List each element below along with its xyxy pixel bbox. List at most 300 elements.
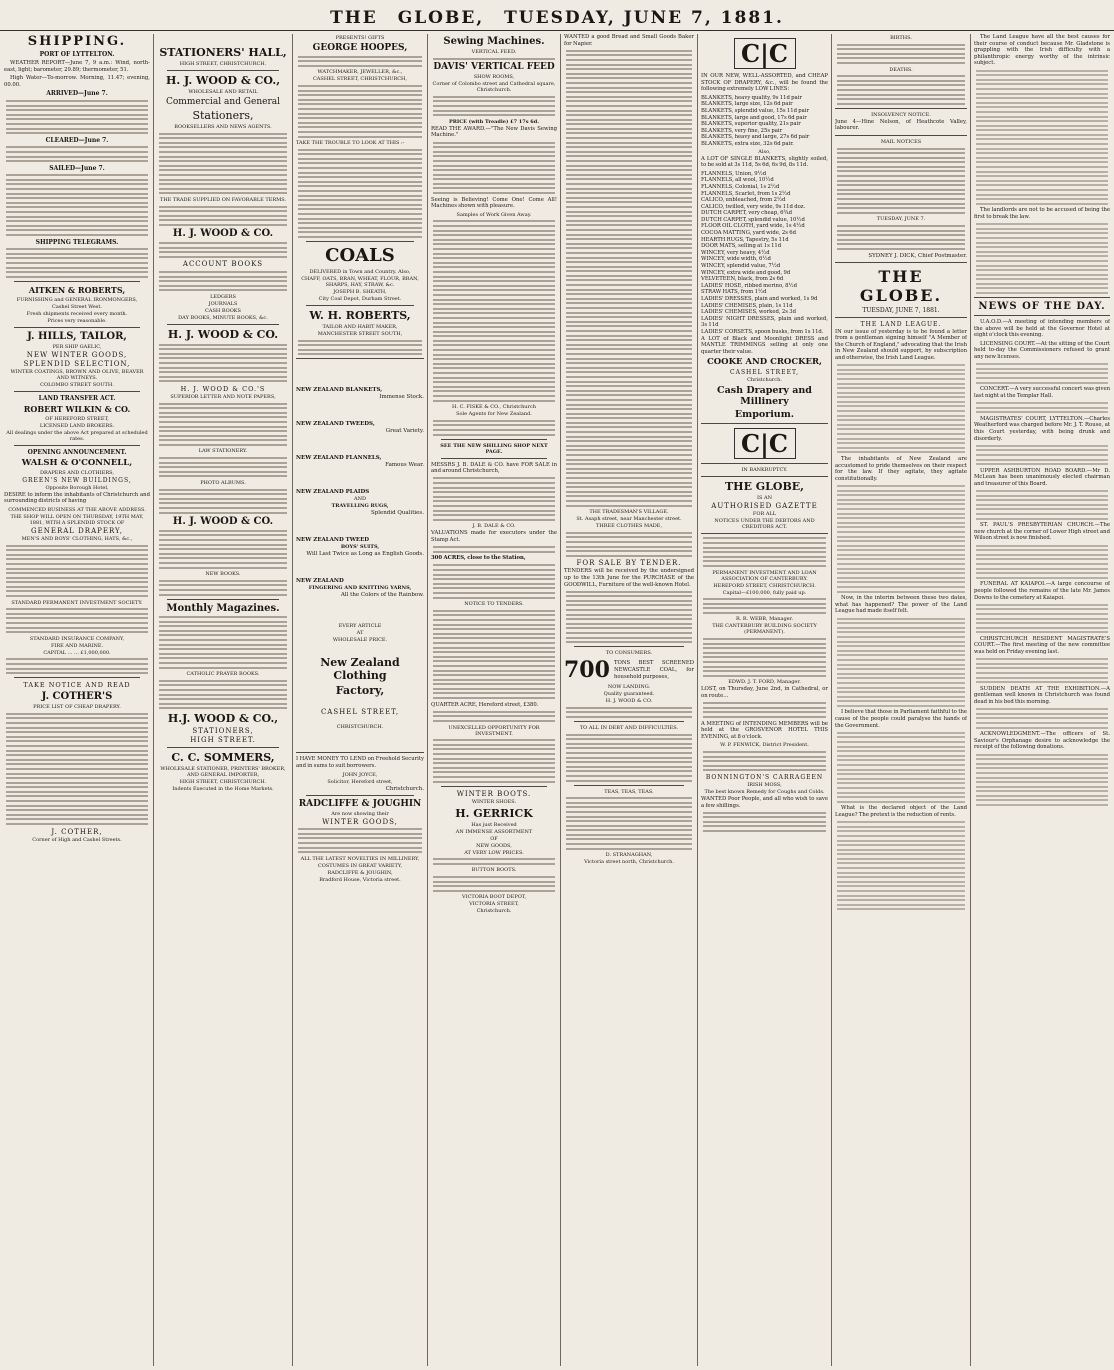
walsh-buildings: GREEN'S NEW BUILDINGS, xyxy=(22,476,132,484)
nz-yarns-sub: All the Colors of the Rainbow. xyxy=(340,592,424,599)
account-books: ACCOUNT BOOKS xyxy=(182,260,264,269)
news-text-9 xyxy=(974,754,1110,807)
sommers-heading: C. C. SOMMERS, xyxy=(171,750,275,764)
masthead-the: THE xyxy=(330,8,378,28)
hjwood-booksellers: BOOKSELLERS AND NEWS AGENTS. xyxy=(174,124,272,130)
hoopes-text xyxy=(296,56,424,67)
cooke-city: Christchurch. xyxy=(747,377,782,384)
insurance-capital: CAPITAL ... ... £1,000,000. xyxy=(43,649,111,656)
column-6 xyxy=(701,34,828,1368)
shipping-heading: SHIPPING. xyxy=(27,34,127,49)
hills-selection: SPLENDID SELECTION, xyxy=(23,359,131,368)
news-text xyxy=(974,363,1110,383)
davis-text-2 xyxy=(431,142,557,195)
emporium: Emporium. xyxy=(734,409,795,421)
take-notice: TAKE NOTICE AND READ xyxy=(23,681,131,690)
cooke-street: CASHEL STREET, xyxy=(730,369,799,377)
price-line: LADIES' HOSE, ribbed merino, 8½d xyxy=(701,282,798,289)
walsh-clothing: MEN'S AND BOYS' CLOTHING, HATS, &c., xyxy=(21,535,133,542)
permanent-address: HEREFORD STREET, CHRISTCHURCH. xyxy=(713,582,816,589)
hoopes-heading: GEORGE HOOPES, xyxy=(312,43,408,53)
nz-plaids-and: AND xyxy=(354,496,366,503)
wilkin-heading: ROBERT WILKIN & CO. xyxy=(23,403,131,414)
editorial-paragraph: The inhabitants of New Zealand are accustomed to pride themselves on their respect for the law. If they agitate, they agitate constitutionally. xyxy=(835,456,967,482)
to-let-text xyxy=(701,537,828,567)
hills-address: COLOMBO STREET SOUTH. xyxy=(40,381,114,388)
editorial-text-2 xyxy=(835,485,967,593)
column-rule xyxy=(970,34,971,1366)
price-line: LADIES' CORSETS, spoon busks, from 1s 11d. xyxy=(701,328,824,335)
hjwood-high-street: HIGH STREET. xyxy=(190,735,256,744)
aitken-prices: Prices very reasonable. xyxy=(47,317,107,324)
webb-manager: R. R. WEBB, Manager. xyxy=(735,616,794,623)
news-item: SUDDEN DEATH AT THE EXHIBITION.—A gentleman well known in Christchurch was found dead in his bed this morning. xyxy=(974,685,1110,705)
stock-announcement: IN OUR NEW, WELL-ASSORTED, and CHEAP STOCK OF DRAPERY, &c., will be found the following extremely LOW LINES: xyxy=(701,73,828,93)
price-line: DUTCH CARPET, very cheap, 6¾d xyxy=(701,210,793,217)
papers-text xyxy=(157,403,289,446)
price-line: BLANKETS, very fine, 25s pair xyxy=(701,127,783,134)
debt-text xyxy=(564,734,694,782)
shilling-shop: SEE THE NEW SHILLING SHOP NEXT PAGE. xyxy=(440,442,548,455)
hjwood-wholesale: WHOLESALE AND RETAIL xyxy=(188,89,258,95)
price-line: STRAW HATS, from 1½d xyxy=(701,289,767,296)
news-text-4 xyxy=(974,490,1110,520)
cc-logo: C|C xyxy=(734,38,796,69)
radcliffe-signature: RADCLIFFE & JOUGHIN, xyxy=(327,869,393,876)
editorial-continued: The landlords are not to be accused of being the first to break the law. xyxy=(974,207,1110,220)
friends-text xyxy=(701,751,828,771)
coal-text xyxy=(564,707,694,718)
tenders-text: TENDERS will be received by the undersigned up to the 13th June for the PURCHASE of the GOODWILL, Furniture of the well-known Hotel. xyxy=(564,568,694,588)
building-text xyxy=(701,638,828,677)
roberts-text xyxy=(296,340,424,356)
gerrick-prices: AT VERY LOW PRICES. xyxy=(464,849,524,856)
every-article: EVERY ARTICLE xyxy=(338,623,382,630)
land-league-heading: THE LAND LEAGUE. xyxy=(860,320,942,328)
nz-flannels: NEW ZEALAND FLANNELS, xyxy=(296,455,382,462)
bonnington-remedy: The best known Remedy for Coughs and Colds. xyxy=(704,788,825,795)
price-line: FLOOR OIL CLOTH, yard wide, 1s 4½d xyxy=(701,223,805,230)
price-line: BLANKETS, superior quality, 21s pair xyxy=(701,121,801,128)
news-item: ACKNOWLEDGMENT.—The officers of St. Saviour's Orphanage desire to acknowledge the receipt of the following donations. xyxy=(974,731,1110,751)
high-water: High Water—To-morrow. Morning, 11.47; evening, 00.00. xyxy=(4,75,150,88)
radcliffe-address: Bradford House, Victoria street. xyxy=(319,876,401,883)
roberts-heading: W. H. ROBERTS, xyxy=(309,308,411,322)
victoria-street: VICTORIA STREET, xyxy=(469,901,519,908)
gerrick-of: OF xyxy=(490,835,498,842)
aitken-shipments: Fresh shipments received every month. xyxy=(26,310,128,317)
news-text-7 xyxy=(974,658,1110,683)
radcliffe-showing: Are now showing their xyxy=(331,810,389,817)
meeting-notice: A MEETING of INTENDING MEMBERS will be held at the GROSVENOR HOTEL THIS EVENING, at 8 o'clock. xyxy=(701,720,828,740)
hjwood-text-4 xyxy=(157,530,289,569)
fenwick-president: W. P. FENWICK, District President. xyxy=(720,742,809,749)
mail-tuesday: TUESDAY, JUNE 7. xyxy=(876,216,926,223)
hjwood-commercial: Commercial and General xyxy=(166,97,280,107)
stranaghan-address: Victoria street north, Christchurch. xyxy=(584,859,674,866)
stranaghan-name: D. STRANAGHAN, xyxy=(605,852,653,859)
deaths-text xyxy=(835,75,967,105)
editorial-continued: The Land League have all the best causes for their course of conduct because Mr. Gladstone is grappling with the Irish difficulty with a philanthropic energy worthy of the intrinsic subject. xyxy=(974,34,1110,67)
wilkin-street: OF HEREFORD STREET, xyxy=(45,415,109,422)
deaths-heading: DEATHS. xyxy=(889,66,913,73)
quarter-acre: QUARTER ACRE, Hereford street, £380. xyxy=(431,701,539,708)
permanent-investment: PERMANENT INVESTMENT AND LOAN ASSOCIATION OF CANTERBURY. xyxy=(712,569,817,582)
cash-books: CASH BOOKS xyxy=(205,308,241,314)
cooke-crocker: COOKE AND CROCKER, xyxy=(707,357,822,368)
aitken-street: Cashel Street West. xyxy=(52,303,102,310)
law-text xyxy=(157,457,289,477)
quality-guaranteed: Quality guaranteed. xyxy=(603,691,655,698)
aitken-sub: FURNISHING and GENERAL IRONMONGERS, xyxy=(16,296,138,303)
cother-address: Corner of High and Cashel Streets. xyxy=(32,836,122,843)
land-transfer-heading: LAND TRANSFER ACT. xyxy=(38,394,116,402)
news-of-the-day: NEWS OF THE DAY. xyxy=(978,301,1106,313)
cleared-heading: CLEARED—June 7. xyxy=(45,136,109,144)
nz-plaids: NEW ZEALAND PLAIDS xyxy=(296,489,370,496)
sommers-address: HIGH STREET, CHRISTCHURCH. xyxy=(179,778,267,785)
insurance-heading: STANDARD INSURANCE COMPANY, xyxy=(29,635,125,642)
price-line: WINCEY, wide width, 6½d xyxy=(701,256,771,263)
price-line: FLANNELS, all wool, 10½d xyxy=(701,177,774,184)
masthead xyxy=(0,0,1114,31)
news-item: U.A.O.D.—A meeting of intending members of the above will be held at the Governor Hotel at eight o'clock this evening. xyxy=(974,319,1110,339)
valuations: VALUATIONS made for executors under the Stamp Act. xyxy=(431,530,557,543)
superior-papers: SUPERIOR LETTER AND NOTE PAPERS, xyxy=(170,393,276,400)
trade-text xyxy=(157,206,289,226)
editorial-paragraph: IN our issue of yesterday is to be found a letter from a gentleman signing himself "A Member of the Church of England," advocating that the Irish in New Zealand should support, by subscription and otherwise, the Irish Land League. xyxy=(835,328,967,361)
tradesman-address: St. Asaph street, near Manchester street. xyxy=(576,516,682,523)
costumes: COSTUMES IN GREAT VARIETY, xyxy=(317,862,403,869)
nz-clothing-factory: New Zealand Clothing xyxy=(320,656,400,683)
three-clothes: THREE CLOTHES MADE, xyxy=(596,523,662,530)
hjwood-stationers-2: STATIONERS, xyxy=(192,726,254,735)
mail-text-2 xyxy=(835,225,967,250)
debtors-notices: NOTICES UNDER THE DEBTORS AND CREDITORS ACT. xyxy=(714,518,815,531)
trimmings: A LOT of Black and Moonlight DRESS and MANTLE TRIMMINGS selling at only one quarter their value. xyxy=(701,335,828,355)
stationers-address: HIGH STREET, CHRISTCHURCH. xyxy=(179,61,267,67)
davis-address: Corner of Colombo street and Cathedral square, Christchurch. xyxy=(432,81,556,94)
sailed-text xyxy=(4,174,150,236)
photo-albums: PHOTO ALBUMS. xyxy=(200,480,246,487)
nz-rugs: TRAVELLING RUGS, xyxy=(331,503,389,510)
editorial-continued-text xyxy=(974,70,1110,205)
news-item: ST. PAUL'S PRESBYTERIAN CHURCH.—The new church at the corner of Lower High street and Wilson street is now finished. xyxy=(974,522,1110,542)
hjwood-heading-4: H. J. WOOD & CO. xyxy=(172,516,274,528)
editorial-text-4 xyxy=(835,732,967,803)
nz-fingering: NEW ZEALAND xyxy=(296,578,344,585)
hjwood-text xyxy=(157,133,289,195)
all-in-debt: TO ALL IN DEBT AND DIFFICULTIES. xyxy=(579,725,679,731)
news-item: UPPER ASHBURTON ROAD BOARD.—Mr D. McLean has been unanimously elected chairman and treasurer of this Board. xyxy=(974,467,1110,487)
price-line: FLANNELS, Union, 9½d xyxy=(701,170,767,177)
walsh-desire: DESIRE to inform the inhabitants of Christchurch and surrounding districts of having xyxy=(4,491,150,505)
mail-text xyxy=(835,148,967,214)
valuations-text xyxy=(431,546,557,553)
sailed-heading: SAILED—June 7. xyxy=(49,164,105,172)
column-rule xyxy=(697,34,698,1366)
wanted-poor: WANTED Poor People, and all who wish to save a few shillings. xyxy=(701,795,828,809)
news-text-2 xyxy=(974,402,1110,413)
coal-hjwood: H. J. WOOD & CO. xyxy=(605,698,653,705)
unexcelled: UNEXCELLED OPPORTUNITY FOR INVESTMENT. xyxy=(448,724,540,737)
column-rule xyxy=(560,34,561,1366)
stationers-hall-heading: STATIONERS' HALL, xyxy=(159,46,287,59)
telegrams-text xyxy=(4,248,150,278)
column-8 xyxy=(974,34,1110,1368)
latest-novelties: ALL THE LATEST NOVELTIES IN MILLINERY, xyxy=(300,855,420,862)
hjwood-heading: H. J. WOOD & CO., xyxy=(165,74,281,87)
for-sale-tender: FOR SALE BY TENDER. xyxy=(576,559,682,568)
globe-date: TUESDAY, JUNE 7, 1881. xyxy=(862,306,940,314)
coals-delivered: DELIVERED in Town and Country. Also, xyxy=(309,268,411,275)
factory-city: CHRISTCHURCH. xyxy=(336,724,384,731)
joyce-city: Christchurch. xyxy=(385,785,424,792)
arrived-heading: ARRIVED—June 7. xyxy=(46,90,108,98)
gerrick-text xyxy=(431,858,557,865)
catholic-text xyxy=(157,680,289,710)
gerrick-received: Has just Received xyxy=(471,821,517,828)
sewing-machines-heading: Sewing Machines. xyxy=(443,36,545,47)
hjwood-heading-3: H. J. WOOD & CO. xyxy=(167,328,279,341)
editorial-text-5 xyxy=(835,821,967,910)
price-line: LADIES' CHEMISES, worked, 2s 3d xyxy=(701,309,796,316)
factory-label: Factory, xyxy=(335,684,385,698)
price-line: COCOA MATTING, yard wide, 2s 6d xyxy=(701,230,796,237)
irish-moss: IRISH MOSS, xyxy=(747,781,782,788)
cother-pricelist: PRICE LIST OF CHEAP DRAPERY. xyxy=(33,704,121,711)
new-books: NEW BOOKS. xyxy=(205,571,241,578)
joyce-name: JOHN JOYCE, xyxy=(342,771,378,778)
permanent-text xyxy=(701,598,828,614)
factory-street: CASHEL STREET, xyxy=(320,708,400,717)
quarter-text xyxy=(431,711,557,722)
trade-supplied: THE TRADE SUPPLIED ON FAVORABLE TERMS. xyxy=(159,196,287,203)
davis-seeing: Seeing is Believing! Come One! Come All! Machines shown with pleasure. xyxy=(431,196,557,210)
wilkin-dealings: All dealings under the above Act prepared at scheduled rates. xyxy=(6,429,148,442)
also-label: Also, xyxy=(758,148,771,155)
tradesman-text xyxy=(564,532,694,557)
aitken-heading: AITKEN & ROBERTS, xyxy=(28,284,126,295)
davis-showrooms: SHOW ROOMS, xyxy=(473,74,515,81)
button-boots: BUTTON BOOTS. xyxy=(471,867,517,874)
column-4 xyxy=(431,34,557,1368)
victoria-city: Christchurch. xyxy=(476,908,512,915)
the-globe-banner: THE GLOBE. xyxy=(859,266,943,305)
hills-new-goods: NEW WINTER GOODS, xyxy=(26,350,128,359)
price-line: LADIES' NIGHT DRESSES, plain and worked, 3s 11d xyxy=(701,315,828,329)
trouble-text xyxy=(296,149,424,238)
hjwood-stationers: Stationers, xyxy=(192,109,254,122)
insolvency-heading: INSOLVENCY NOTICE. xyxy=(871,111,931,118)
column-rule xyxy=(292,34,293,1366)
dale-text xyxy=(431,477,557,520)
coals-heading: COALS xyxy=(325,244,395,266)
gerrick-heading: H. GERRICK xyxy=(455,806,533,820)
lost-notice: LOST, on Thursday, June 2nd, in Cathedral, or on route... xyxy=(701,686,828,699)
births-heading: BIRTHS. xyxy=(890,35,912,41)
gerrick-assortment: AN IMMENSE ASSORTMENT xyxy=(455,828,533,835)
insurance-text xyxy=(4,658,150,674)
walsh-heading: WALSH & O'CONNELL, xyxy=(21,457,133,468)
price-line: FLANNELS, Colonial, 1s 2½d xyxy=(701,183,780,190)
hills-heading: J. HILLS, TAILOR, xyxy=(27,330,127,342)
column-rule xyxy=(831,34,832,1366)
opening-heading: OPENING ANNOUNCEMENT. xyxy=(27,448,127,456)
column-1 xyxy=(4,34,150,1368)
bonnington-heading: BONNINGTON'S CARRAGEEN xyxy=(705,773,824,781)
price-line: CALICO, unbleached, from 2½d xyxy=(701,197,786,204)
price-line: DOOR MATS, selling at 1s 11d xyxy=(701,243,782,250)
masthead-date: TUESDAY, JUNE 7, 1881. xyxy=(504,8,784,28)
tenders-lines xyxy=(564,591,694,644)
wanted-baker: WANTED a good Bread and Small Goods Baker for Napier. xyxy=(564,34,694,47)
wilkin-brokers: LICENSED LAND BROKERS. xyxy=(39,422,115,429)
cash-drapery: Cash Drapery and Millinery xyxy=(717,385,812,408)
hjwood-papers-heading: H. J. WOOD & CO.'S xyxy=(180,384,266,393)
wanted-ads xyxy=(564,50,694,507)
postmaster: SYDNEY J. DICK, Chief Postmaster. xyxy=(868,252,967,259)
nz-tweed: NEW ZEALAND TWEED xyxy=(296,537,370,544)
globe-gazette-title: THE GLOBE, xyxy=(724,480,804,494)
fisk-agents: Sole Agents for New Zealand. xyxy=(456,411,532,418)
editorial-continued-text-2 xyxy=(974,223,1110,294)
price-line: WINCEY, extra wide and good, 9d xyxy=(701,269,791,276)
ford-manager: EDWD. J. T. FORD, Manager. xyxy=(728,679,801,686)
weather-report: WEATHER REPORT—June 7, 9 a.m.: Wind, north-east, light; barometer, 29.89; thermometer, 51. xyxy=(4,60,150,73)
price-line: WINCEY, very heavy, 4½d xyxy=(701,249,770,256)
teas-heading: TEAS, TEAS, TEAS. xyxy=(604,788,654,795)
lost-text xyxy=(701,702,828,718)
price-line: BLANKETS, splendid value, 15s 11d pair xyxy=(701,107,810,114)
button-text xyxy=(431,876,557,892)
coals-chaff: CHAFF, OATS, BRAN, WHEAT, FLOUR, BRAN, SHARPS, HAY, STRAW, &c. xyxy=(301,275,419,288)
teas-text xyxy=(564,797,694,850)
coals-depot: City Coal Depot, Durham Street. xyxy=(318,295,402,302)
sewing-text xyxy=(431,58,557,60)
catholic-prayer-books: CATHOLIC PRAYER BOOKS. xyxy=(186,671,260,678)
telegrams-heading: SHIPPING TELEGRAMS. xyxy=(35,238,119,246)
roberts-address: MANCHESTER STREET SOUTH, xyxy=(317,330,403,337)
hoopes-text-2 xyxy=(296,85,424,138)
editorial-paragraph: Now, in the interim between these two dates, what has happened? The power of the Land League had made itself felt. xyxy=(835,595,967,615)
cc-logo-2: C|C xyxy=(734,428,796,459)
news-item: FUNERAL AT KAIAPOI.—A large concourse of people followed the remains of the late Mr. James Downs to the cemetery at Kaiapoi. xyxy=(974,581,1110,601)
monthly-magazines: Monthly Magazines. xyxy=(166,602,280,614)
walsh-open: THE SHOP WILL OPEN ON THURSDAY, 19TH MAY, 1881, WITH A SPLENDID STOCK OF xyxy=(10,513,144,526)
walsh-commenced: COMMENCED BUSINESS AT THE ABOVE ADDRESS. xyxy=(8,506,146,513)
insolvency-text: June 4—Hine Nelson, of Heathcote Valley, labourer. xyxy=(835,118,967,132)
to-consumers: TO CONSUMERS. xyxy=(605,650,653,657)
radcliffe-heading: RADCLIFFE & JOUGHIN xyxy=(298,798,422,809)
column-5 xyxy=(564,34,694,1368)
editorial-paragraph: What is the declared object of the Land League? The pretext is the reduction of rents. xyxy=(835,805,967,818)
nz-blankets: NEW ZEALAND BLANKETS, xyxy=(296,387,383,394)
davis-award: READ THE AWARD.—"The New Davis Sewing Machine." xyxy=(431,125,557,139)
unexcelled-text xyxy=(431,739,557,782)
price-line: BLANKETS, large size, 12s 6d pair xyxy=(701,101,793,108)
photo-text xyxy=(157,489,289,514)
news-text-8 xyxy=(974,708,1110,728)
dale-signature: J. B. DALE & CO. xyxy=(472,523,516,530)
hjwood-heading-2: H. J. WOOD & CO. xyxy=(172,228,274,240)
news-item: CHRISTCHURCH RESIDENT MAGISTRATE'S COURT.—The first meeting of the new committee was held on Friday evening last. xyxy=(974,635,1110,656)
hoopes-jeweller: WATCHMAKER, JEWELLER, &c., xyxy=(317,69,403,76)
nz-flannels-sub: Famous Wear. xyxy=(385,462,424,469)
hjwood-text-3 xyxy=(157,344,289,383)
acres-text xyxy=(431,564,557,598)
cother-list xyxy=(4,713,150,825)
tradesman-village: THE TRADESMAN'S VILLAGE. xyxy=(589,509,669,516)
acres-300: 300 ACRES, close to the Station, xyxy=(431,555,526,562)
in-bankruptcy: IN BANKRUPTCY. xyxy=(741,467,788,474)
hills-coatings: WINTER COATINGS, BROWN AND OLIVE, BEAVER AND WITNEYS. xyxy=(10,368,144,381)
walsh-opposite: Opposite Borough Hotel, xyxy=(45,484,109,491)
newbooks-text xyxy=(157,580,289,596)
permanent-capital: Capital—£100,000, fully paid up. xyxy=(722,589,807,596)
fisk-name: H. C. FISKE & CO., Christchurch xyxy=(452,404,536,411)
victoria-depot: VICTORIA BOOT DEPOT, xyxy=(462,894,526,901)
price-line: CALICO, twilled, very wide, 9s 11d doz. xyxy=(701,203,806,210)
column-3 xyxy=(296,34,424,1368)
davis-text-3 xyxy=(431,220,557,401)
monthly-text xyxy=(157,616,289,669)
day-books: DAY BOOKS, MINUTE BOOKS, &c. xyxy=(178,315,268,321)
births-text xyxy=(835,44,967,64)
tons-coal: TONS BEST SCREENED NEWCASTLE COAL, for household purposes, xyxy=(613,660,694,680)
arrived-text xyxy=(4,100,150,134)
news-item: CONCERT.—A very successful concert was given last night at the Templar Hall. xyxy=(974,386,1110,399)
tons-number: 700 xyxy=(564,657,610,684)
column-2 xyxy=(157,34,289,1368)
port-heading: PORT OF LYTTELTON. xyxy=(39,51,115,58)
gerrick-new-goods: NEW GOODS, xyxy=(476,842,512,849)
price-line: VELVETEEN, black, from 2s 6d xyxy=(701,276,784,283)
law-stationery: LAW STATIONERY. xyxy=(198,448,248,455)
notice-tenders: NOTICE TO TENDERS. xyxy=(464,601,524,608)
news-item: MAGISTRATES' COURT, LYTTELTON.—Charles Weatherford was charged before Mr. J. T. Rouse, at this Court yesterday, with being drunk and disorderly. xyxy=(974,415,1110,442)
cother-heading: J. COTHER'S xyxy=(41,691,113,703)
account-text xyxy=(157,271,289,291)
building-society: THE CANTERBURY BUILDING SOCIETY (PERMANENT). xyxy=(712,623,817,636)
for-all: FOR ALL xyxy=(752,511,777,518)
wholesale-price: WHOLESALE PRICE. xyxy=(332,637,388,644)
money-to-lend: I HAVE MONEY TO LEND on Freehold Security and in sums to suit borrowers. xyxy=(296,756,424,769)
notice-text xyxy=(431,610,557,699)
dale-sale: MESSRS J. B. DALE & CO. have FOR SALE in and around Christchurch, xyxy=(431,461,557,475)
price-line: HEARTH RUGS, Tapestry, 5s 11d xyxy=(701,236,789,243)
standard-investment: STANDARD PERMANENT INVESTMENT SOCIETY. xyxy=(11,599,143,606)
masthead-globe: GLOBE, xyxy=(397,8,485,28)
nz-boys-suits: BOYS' SUITS, xyxy=(340,544,380,551)
walsh-drapers: DRAPERS AND CLOTHIERS, xyxy=(40,469,114,476)
hjwood-heading-5: H.J. WOOD & CO., xyxy=(167,711,279,725)
editorial-paragraph: I believe that those in Parliament faithful to the cause of the people could paralyse the hands of the Government. xyxy=(835,709,967,729)
news-text-6 xyxy=(974,604,1110,634)
winter-goods: WINTER GOODS, xyxy=(322,817,398,826)
trouble-heading: TAKE THE TROUBLE TO LOOK AT THIS :- xyxy=(296,140,405,147)
single-blankets: A LOT OF SINGLE BLANKETS, slightly soiled, to be sold at 3s 11d, 5s 6d, 6s 9d, 8s 11d. xyxy=(701,155,828,169)
column-rule xyxy=(153,34,154,1366)
insurance-fire: FIRE AND MARINE. xyxy=(50,642,104,649)
price-line: LADIES' CHEMISES, plain, 1s 11d xyxy=(701,302,793,309)
nz-tweeds-sub: Great Variety. xyxy=(385,428,424,435)
sommers-wholesale: WHOLESALE STATIONER, PRINTERS' BROKER, AND GENERAL IMPORTER, xyxy=(160,765,286,778)
standard-text xyxy=(4,608,150,633)
authorised-gazette: AUTHORISED GAZETTE xyxy=(711,502,818,511)
walsh-general: GENERAL DRAPERY, xyxy=(31,526,123,535)
wanted-poor-text xyxy=(701,812,828,832)
